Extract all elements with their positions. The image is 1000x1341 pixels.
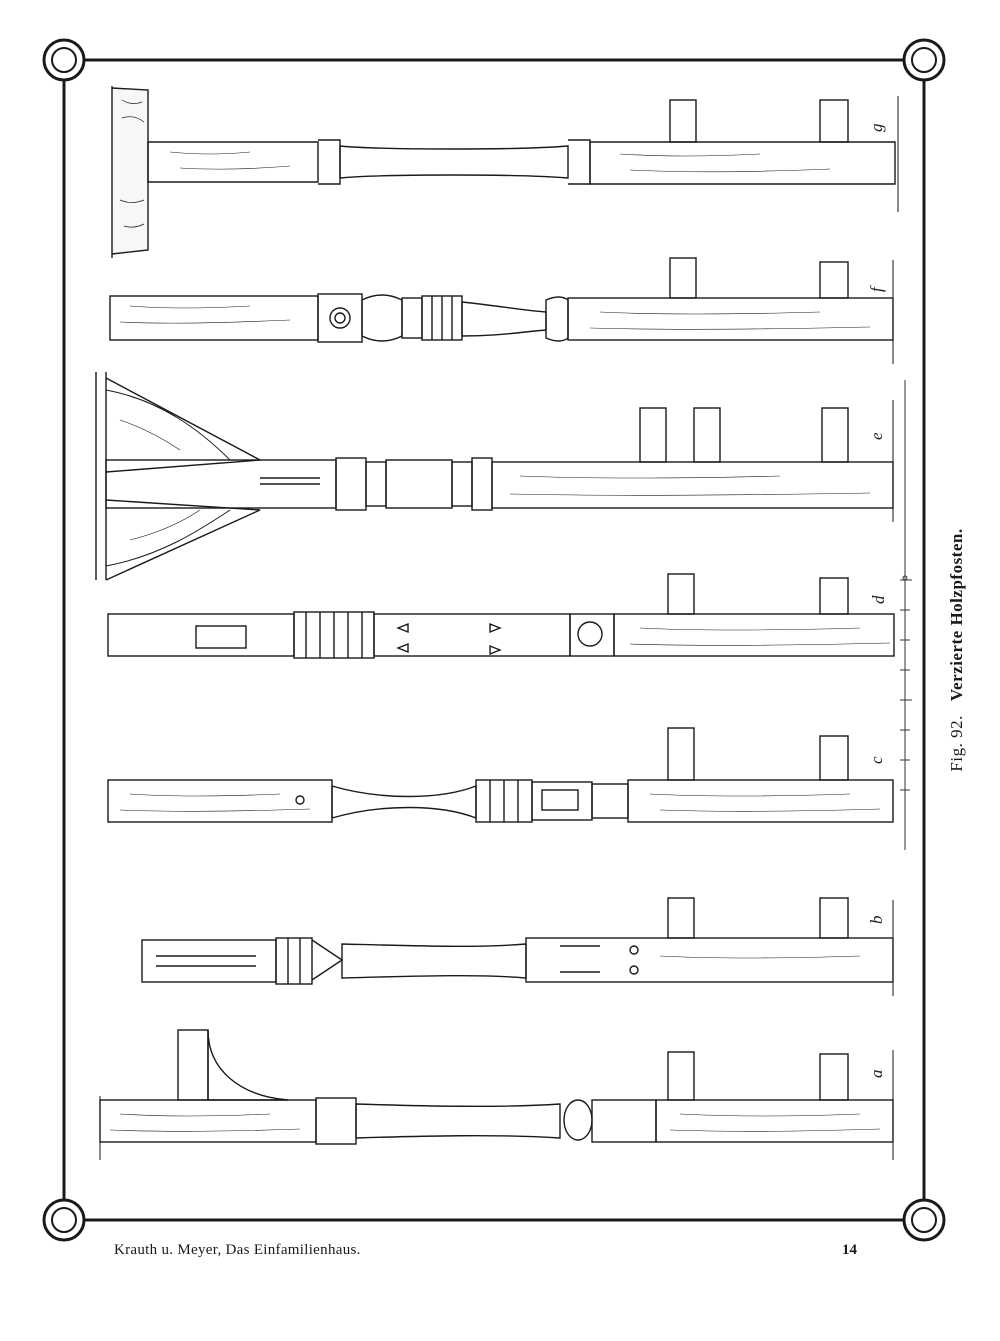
post-c — [108, 728, 893, 822]
post-e — [96, 372, 893, 580]
post-letter-c: c — [867, 756, 886, 764]
post-letter-d: d — [869, 595, 888, 604]
post-f — [110, 258, 893, 364]
page-number: 14 — [842, 1242, 857, 1258]
post-letter-a: a — [867, 1069, 886, 1078]
corner-ring-tr — [904, 40, 944, 80]
post-letter-g: g — [867, 123, 886, 132]
plate-frame — [44, 40, 944, 1240]
post-b — [142, 898, 893, 996]
corner-ring-br — [904, 1200, 944, 1240]
post-letter-b: b — [867, 915, 886, 924]
post-g — [110, 86, 898, 258]
scale-bar — [900, 380, 912, 850]
corner-ring-tl — [44, 40, 84, 80]
footer-source: Krauth u. Meyer, Das Einfamilienhaus. — [114, 1242, 361, 1258]
figure-number: Fig. 92. — [947, 715, 966, 772]
post-d — [108, 574, 894, 658]
post-a — [100, 1030, 893, 1160]
figure-title: Verzierte Holzpfosten. — [947, 528, 966, 702]
post-letter-f: f — [867, 287, 886, 292]
figure-caption — [947, 528, 967, 771]
corner-ring-bl — [44, 1200, 84, 1240]
post-letter-e: e — [867, 432, 886, 440]
